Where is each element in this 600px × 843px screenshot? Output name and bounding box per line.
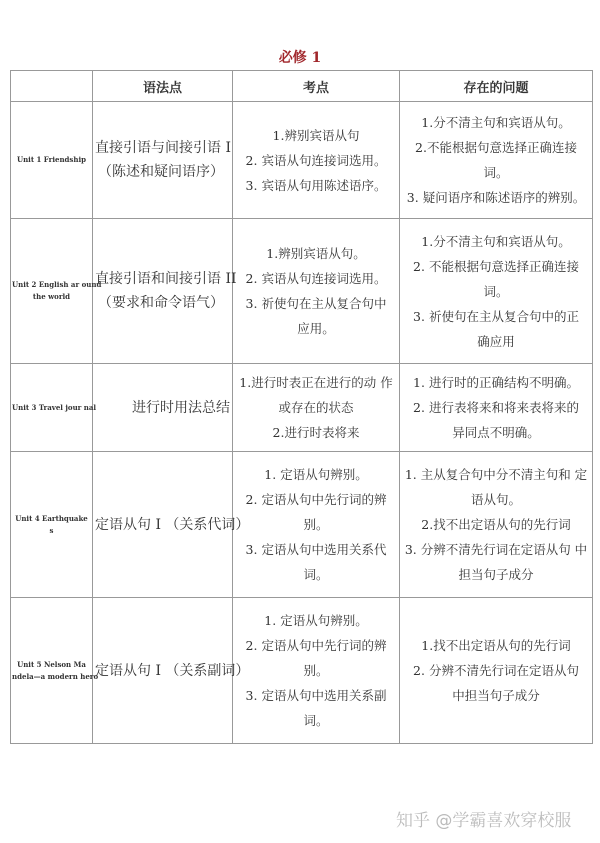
problems-cell [400, 598, 593, 744]
cell-line: 应用。 [297, 321, 335, 336]
header-grammar: 语法点 [93, 71, 233, 102]
cell-line: 2.找不出定语从句的先行词 [421, 517, 571, 532]
cell-line: 定语从句 I （关系代词） [95, 516, 250, 533]
table-row [11, 364, 593, 452]
cell-line: 1.分不清主句和宾语从句。 [421, 115, 571, 130]
cell-line: 词。 [303, 567, 329, 582]
problems-cell [400, 452, 593, 598]
cell-line: 进行时用法总结 [132, 399, 230, 416]
cell-line: 或存在的状态 [278, 400, 354, 415]
unit-cell [11, 452, 93, 598]
cell-line: Unit 2 English ar ound [12, 280, 102, 289]
points-cell [233, 452, 400, 598]
points-cell [233, 364, 400, 452]
problems-cell [400, 364, 593, 452]
table-row [11, 452, 593, 598]
cell-line: 3. 疑问语序和陈述语序的辨别。 [406, 190, 586, 205]
cell-line: 定语从句 I （关系副词） [95, 662, 250, 679]
grammar-cell [93, 452, 250, 598]
grammar-table [10, 70, 593, 744]
cell-line: the world [32, 292, 71, 301]
cell-line: 3. 定语从句中选用关系代 [245, 542, 387, 557]
table-row [11, 102, 593, 219]
cell-line: 3. 定语从句中选用关系副 [245, 688, 387, 703]
header-unit [11, 71, 93, 102]
problems-cell [400, 102, 593, 219]
unit-cell [11, 598, 99, 744]
cell-line: 2. 不能根据句意选择正确连接 [413, 258, 579, 274]
header-problems: 存在的问题 [400, 71, 593, 102]
table-row [11, 598, 593, 744]
points-cell [233, 102, 400, 219]
unit-cell [11, 219, 102, 364]
cell-line: 词。 [303, 713, 329, 728]
cell-line: 1. 定语从句辨别。 [264, 613, 368, 628]
table-header-row [11, 71, 593, 102]
cell-line: 2. 定语从句中先行词的辨 [245, 638, 387, 653]
points-cell [233, 219, 400, 364]
cell-line: 异同点不明确。 [452, 425, 540, 440]
unit-cell [11, 102, 93, 219]
cell-line: 别。 [303, 663, 329, 678]
cell-line: 2.不能根据句意选择正确连接 [415, 140, 577, 155]
cell-line: 1. 主从复合句中分不清主句和 定 [404, 467, 588, 482]
cell-line: 3. 祈使句在主从复合句中的正 [413, 308, 579, 324]
cell-line: 1. 进行时的正确结构不明确。 [413, 375, 579, 390]
cell-line: 2. 宾语从句连接词选用。 [245, 152, 387, 168]
grammar-cell [93, 102, 233, 219]
cell-line: 2. 定语从句中先行词的辨 [245, 492, 387, 507]
unit-cell [11, 364, 97, 452]
cell-line: （要求和命令语气） [98, 295, 224, 311]
cell-line: 1.进行时表正在进行的动 作 [239, 375, 393, 390]
cell-line: 2. 宾语从句连接词选用。 [245, 271, 387, 286]
cell-line: 1.分不清主句和宾语从句。 [421, 233, 571, 249]
cell-line: 2. 进行表将来和将来表将来的 [413, 400, 579, 415]
cell-line: Unit 4 Earthquake [15, 513, 88, 523]
problems-cell [400, 219, 593, 364]
header-points: 考点 [233, 71, 400, 102]
cell-line: 直接引语和间接引语 II [95, 271, 237, 287]
points-cell [233, 598, 400, 744]
cell-line: 中担当句子成分 [452, 688, 540, 703]
cell-line: （陈述和疑问语序） [98, 164, 224, 180]
cell-line: 直接引语与间接引语 I [95, 140, 231, 156]
cell-line: 2. 分辨不清先行词在定语从句 [413, 663, 579, 678]
cell-line: 3. 分辨不清先行词在定语从句 中 [404, 542, 588, 557]
cell-line: 词。 [483, 165, 509, 180]
cell-line: 1.找不出定语从句的先行词 [421, 638, 571, 653]
watermark: 知乎 @学霸喜欢穿校服 [396, 811, 572, 831]
cell-line: Unit 1 Friendship [16, 155, 87, 164]
cell-line: Unit 5 Nelson Ma [17, 659, 86, 669]
cell-line: 确应用 [477, 333, 515, 349]
cell-line: ndela—a modern hero [12, 671, 99, 681]
cell-line: 担当句子成分 [458, 567, 534, 582]
cell-line: 3. 宾语从句用陈述语序。 [245, 177, 387, 193]
cell-line: 1. 定语从句辨别。 [264, 467, 368, 482]
cell-line: 1.辨别宾语从句。 [266, 246, 366, 261]
cell-line: 语从句。 [470, 492, 521, 507]
grammar-cell [93, 219, 237, 364]
table-row [11, 219, 593, 364]
grammar-cell [93, 364, 233, 452]
cell-line: 1.辨别宾语从句 [272, 127, 360, 143]
cell-line: 词。 [483, 283, 509, 299]
grammar-cell [93, 598, 250, 744]
page-title: 必修 1 [278, 50, 322, 66]
cell-line: s [49, 525, 54, 535]
cell-line: 别。 [303, 517, 329, 532]
cell-line: 3. 祈使句在主从复合句中 [245, 296, 387, 311]
cell-line: 2.进行时表将来 [272, 425, 360, 440]
cell-line: Unit 3 Travel jour nal [12, 402, 97, 412]
